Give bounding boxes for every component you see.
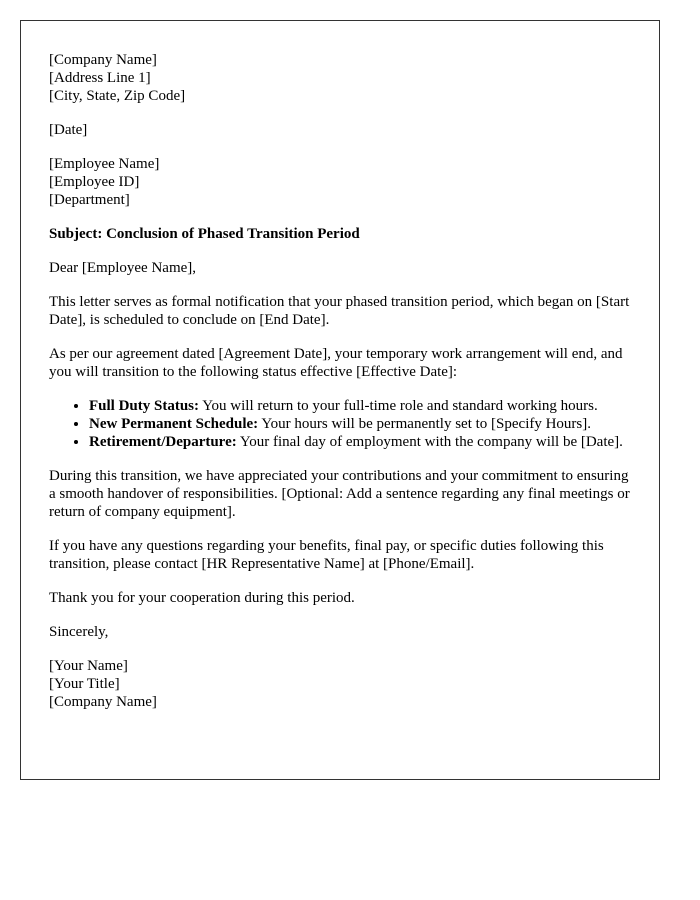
signature-block xyxy=(49,657,631,711)
subject-line: Subject: Conclusion of Phased Transition Period xyxy=(49,226,360,242)
recipient-department: [Department] xyxy=(49,192,130,208)
signature-company: [Company Name] xyxy=(49,694,157,710)
sender-address xyxy=(49,51,631,105)
paragraph-appreciation: During this transition, we have appreciated your contributions and your commitment to ensuring a smooth handover of responsibilities. [Optional: Add a sentence regarding any final meetings or return of company equipment]. xyxy=(49,468,630,520)
closing: Sincerely, xyxy=(49,624,109,640)
letter-date: [Date] xyxy=(49,122,88,138)
list-item xyxy=(89,433,631,451)
letter-date-block xyxy=(49,121,631,139)
option-label: New Permanent Schedule: xyxy=(89,416,259,432)
status-options-list xyxy=(49,397,631,451)
option-text: Your final day of employment with the company will be [Date]. xyxy=(236,434,623,450)
option-label: Retirement/Departure: xyxy=(89,434,237,450)
signature-name: [Your Name] xyxy=(49,658,128,674)
recipient-employee-id: [Employee ID] xyxy=(49,174,140,190)
option-text: You will return to your full-time role and standard working hours. xyxy=(199,398,598,414)
paragraph-notification: This letter serves as formal notification that your phased transition period, which began on [Start Date], is scheduled to conclude on [End Date]. xyxy=(49,294,630,328)
signature-title: [Your Title] xyxy=(49,676,120,692)
paragraph-contact: If you have any questions regarding your benefits, final pay, or specific duties following this transition, please contact [HR Representative Name] at [Phone/Email]. xyxy=(49,538,604,572)
paragraph-agreement: As per our agreement dated [Agreement Date], your temporary work arrangement will end, and you will transition to the following status effective [Effective Date]: xyxy=(49,346,623,380)
paragraph-thanks: Thank you for your cooperation during this period. xyxy=(49,590,355,606)
option-label: Full Duty Status: xyxy=(89,398,200,414)
list-item xyxy=(89,415,631,433)
recipient-block xyxy=(49,155,631,209)
sender-company-name: [Company Name] xyxy=(49,52,157,68)
sender-city-state-zip: [City, State, Zip Code] xyxy=(49,88,186,104)
option-text: Your hours will be permanently set to [Specify Hours]. xyxy=(258,416,592,432)
list-item xyxy=(89,397,631,415)
salutation: Dear [Employee Name], xyxy=(49,260,197,276)
letter-page xyxy=(20,20,660,780)
recipient-employee-name: [Employee Name] xyxy=(49,156,160,172)
sender-address-line-1: [Address Line 1] xyxy=(49,70,151,86)
